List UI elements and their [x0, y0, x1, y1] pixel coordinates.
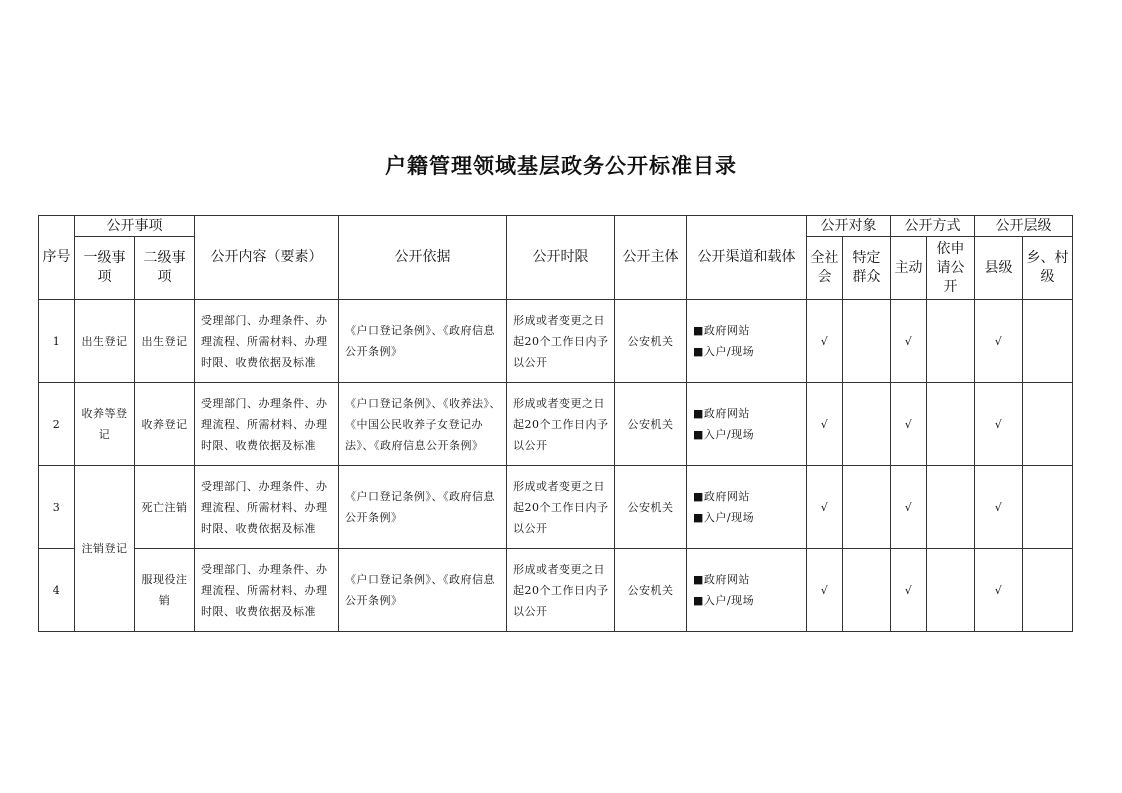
- row-subject: 公安机关: [615, 383, 687, 466]
- row-subject: 公安机关: [615, 549, 687, 632]
- row-time-limit: 形成或者变更之日起20个工作日内予以公开: [507, 300, 615, 383]
- row-channel: [687, 300, 807, 383]
- row-content: 受理部门、办理条件、办理流程、所需材料、办理时限、收费依据及标准: [195, 300, 339, 383]
- header-matters: 公开事项: [75, 216, 195, 237]
- row-level-village: [1023, 549, 1073, 632]
- channel-onsite: ■入户/现场: [693, 511, 755, 524]
- row-audience-specific: [843, 466, 891, 549]
- table-row: [39, 383, 1073, 466]
- row-level-county: √: [975, 549, 1023, 632]
- table-row: [39, 300, 1073, 383]
- row-channel: [687, 383, 807, 466]
- row-subject: 公安机关: [615, 300, 687, 383]
- row-basis: 《户口登记条例》、《收养法》、《中国公民收养子女登记办法》、《政府信息公开条例》: [339, 383, 507, 466]
- row-basis: 《户口登记条例》、《政府信息公开条例》: [339, 549, 507, 632]
- channel-onsite: ■入户/现场: [693, 345, 755, 358]
- row-level1: 注销登记: [75, 466, 135, 632]
- row-level1: 出生登记: [75, 300, 135, 383]
- header-audience-all: 全社会: [807, 237, 843, 300]
- header-level2: 二级事项: [135, 237, 195, 300]
- row-level2: 服现役注销: [135, 549, 195, 632]
- row-level-county: √: [975, 383, 1023, 466]
- row-content: 受理部门、办理条件、办理流程、所需材料、办理时限、收费依据及标准: [195, 466, 339, 549]
- table-row: [39, 466, 1073, 549]
- header-method-active: 主动: [891, 237, 927, 300]
- row-audience-specific: [843, 549, 891, 632]
- channel-website: ■政府网站: [693, 407, 750, 420]
- row-level-county: √: [975, 300, 1023, 383]
- row-index: 4: [39, 549, 75, 632]
- row-method-request: [927, 383, 975, 466]
- row-basis: 《户口登记条例》、《政府信息公开条例》: [339, 300, 507, 383]
- header-index: 序号: [39, 216, 75, 300]
- header-channel: 公开渠道和载体: [687, 216, 807, 300]
- channel-website: ■政府网站: [693, 573, 750, 586]
- row-method-request: [927, 300, 975, 383]
- row-content: 受理部门、办理条件、办理流程、所需材料、办理时限、收费依据及标准: [195, 383, 339, 466]
- row-audience-specific: [843, 300, 891, 383]
- header-level-county: 县级: [975, 237, 1023, 300]
- row-index: 3: [39, 466, 75, 549]
- row-level-county: √: [975, 466, 1023, 549]
- row-audience-all: √: [807, 300, 843, 383]
- row-audience-specific: [843, 383, 891, 466]
- row-level2: 出生登记: [135, 300, 195, 383]
- row-method-active: √: [891, 383, 927, 466]
- row-method-active: √: [891, 300, 927, 383]
- header-basis: 公开依据: [339, 216, 507, 300]
- row-method-active: √: [891, 466, 927, 549]
- header-method-request: 依申请公开: [927, 237, 975, 300]
- row-time-limit: 形成或者变更之日起20个工作日内予以公开: [507, 549, 615, 632]
- header-content: 公开内容（要素）: [195, 216, 339, 300]
- header-row-1: [39, 216, 1073, 237]
- header-time-limit: 公开时限: [507, 216, 615, 300]
- page-title: 户籍管理领域基层政务公开标准目录: [385, 153, 737, 178]
- row-level2: 死亡注销: [135, 466, 195, 549]
- row-index: 1: [39, 300, 75, 383]
- row-level1: 收养等登记: [75, 383, 135, 466]
- header-audience-specific: 特定群众: [843, 237, 891, 300]
- row-level-village: [1023, 383, 1073, 466]
- row-method-active: √: [891, 549, 927, 632]
- row-index: 2: [39, 383, 75, 466]
- row-content: 受理部门、办理条件、办理流程、所需材料、办理时限、收费依据及标准: [195, 549, 339, 632]
- row-time-limit: 形成或者变更之日起20个工作日内予以公开: [507, 383, 615, 466]
- row-basis: 《户口登记条例》、《政府信息公开条例》: [339, 466, 507, 549]
- header-level: 公开层级: [975, 216, 1073, 237]
- row-audience-all: √: [807, 549, 843, 632]
- header-level-village: 乡、村级: [1023, 237, 1073, 300]
- row-level2: 收养登记: [135, 383, 195, 466]
- row-channel: [687, 466, 807, 549]
- header-level1: 一级事项: [75, 237, 135, 300]
- row-method-request: [927, 549, 975, 632]
- header-subject: 公开主体: [615, 216, 687, 300]
- row-time-limit: 形成或者变更之日起20个工作日内予以公开: [507, 466, 615, 549]
- channel-website: ■政府网站: [693, 324, 750, 337]
- row-channel: [687, 549, 807, 632]
- row-level-village: [1023, 466, 1073, 549]
- table-row: [39, 549, 1073, 632]
- row-method-request: [927, 466, 975, 549]
- catalog-table: [38, 215, 1073, 632]
- row-level-village: [1023, 300, 1073, 383]
- header-audience: 公开对象: [807, 216, 891, 237]
- row-audience-all: √: [807, 383, 843, 466]
- row-audience-all: √: [807, 466, 843, 549]
- row-subject: 公安机关: [615, 466, 687, 549]
- channel-website: ■政府网站: [693, 490, 750, 503]
- header-method: 公开方式: [891, 216, 975, 237]
- channel-onsite: ■入户/现场: [693, 428, 755, 441]
- channel-onsite: ■入户/现场: [693, 594, 755, 607]
